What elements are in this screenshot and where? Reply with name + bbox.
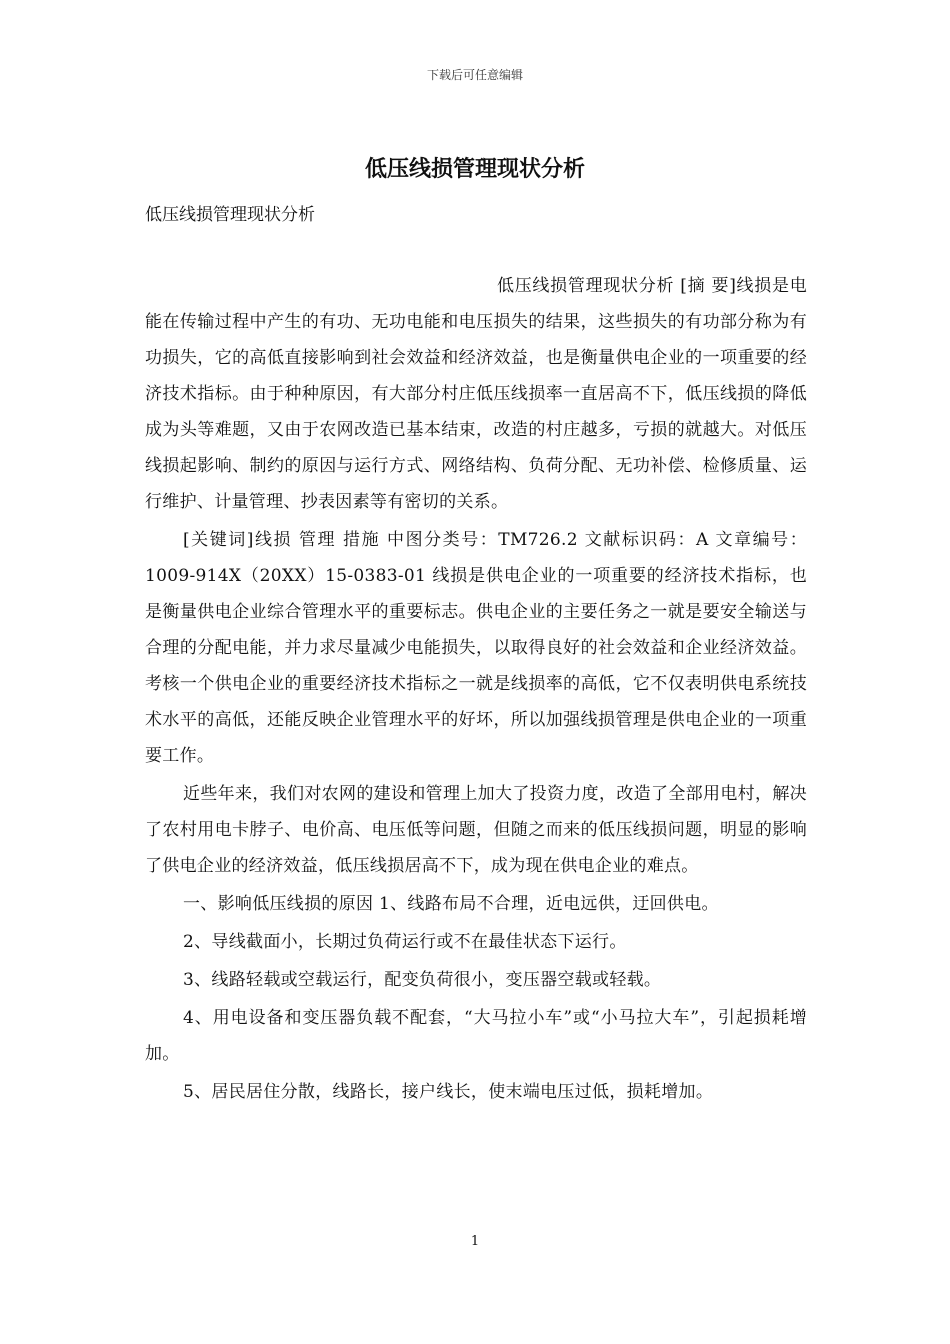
background-paragraph: 近些年来，我们对农网的建设和管理上加大了投资力度，改造了全部用电村，解决了农村用电卡脖子、电价高、电压低等问题，但随之而来的低压线损问题，明显的影响了供电企业的经济效益，低压线损居高不下，成为现在供电企业的难点。 (145, 784, 807, 876)
section-heading-paragraph: 一、影响低压线损的原因 1、线路布局不合理，近电远供，迂回供电。 (183, 894, 719, 914)
abstract-paragraph: 低压线损管理现状分析 [摘 要]线损是电能在传输过程中产生的有功、无功电能和电压损失的结果，这些损失的有功部分称为有功损失，它的高低直接影响到社会效益和经济效益，也是衡量供电企业的一项重要的经济技术指标。由于种种原因，有大部分村庄低压线损率一直居高不下，低压线损的降低成为头等难题，又由于农网改造已基本结束，改造的村庄越多，亏损的就越大。对低压线损起影响、制约的原因与运行方式、网络结构、负荷分配、无功补偿、检修质量、运行维护、计量管理、抄表因素等有密切的关系。 (145, 276, 807, 512)
page-number: 1 (470, 1234, 480, 1249)
list-item: 4、用电设备和变压器负载不配套，“大马拉小车”或“小马拉大车”，引起损耗增加。 (145, 1008, 807, 1064)
list-item: 3、线路轻载或空载运行，配变负荷很小，变压器空载或轻载。 (183, 970, 662, 990)
document-subtitle: 低压线损管理现状分析 (145, 205, 315, 225)
page-header-note: 下载后可任意编辑 (426, 68, 523, 82)
list-item: 2、导线截面小，长期过负荷运行或不在最佳状态下运行。 (183, 932, 627, 952)
list-item: 5、居民居住分散，线路长，接户线长，使末端电压过低，损耗增加。 (183, 1082, 714, 1102)
keywords-paragraph: [关键词]线损 管理 措施 中图分类号：TM726.2 文献标识码：A 文章编号：1009-914X（20XX）15-0383-01 线损是供电企业的一项重要的经济技术指标，也是衡量供电企业综合管理水平的重要标志。供电企业的主要任务之一就是要安全输送与合理的分配电能，并力求尽量减少电能损失，以取得良好的社会效益和企业经济效益。考核一个供电企业的重要经济技术指标之一就是线损率的高低，它不仅表明供电系统技术水平的高低，还能反映企业管理水平的好坏，所以加强线损管理是供电企业的一项重要工作。 (145, 530, 807, 766)
document-body (145, 268, 807, 1112)
document-title: 低压线损管理现状分析 (364, 156, 585, 182)
